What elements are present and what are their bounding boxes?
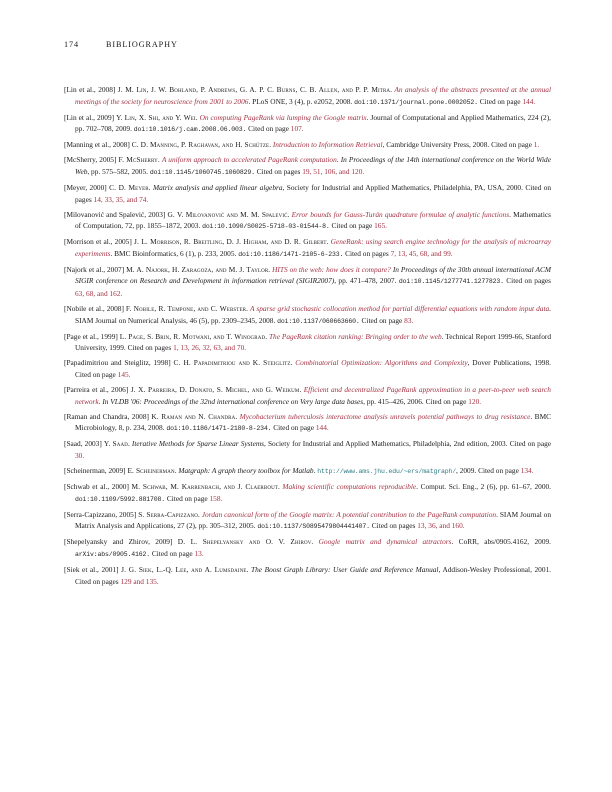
entry-authors: Y. Saad	[103, 439, 128, 449]
entry-cited-label: Cited on page	[479, 96, 521, 106]
entry-key: [Najork et al., 2007]	[64, 264, 125, 274]
entry-venue-italic: In Proceedings of the 14th international conference on the World Wide Web	[75, 155, 551, 176]
entry-title-link[interactable]: Introduction to Information Retrieval	[272, 140, 383, 150]
entry-cited-pages[interactable]: 165.	[374, 221, 387, 231]
entry-doi-link[interactable]: doi:10.1371/journal.pone.0002052.	[354, 98, 478, 106]
entry-cited-pages[interactable]: 30.	[75, 450, 85, 460]
bibliography-entry: [McSherry, 2005] F. McSherry. A uniform approach to accelerated PageRank computation. In Proceedings of the 14th international conference on the World Wide Web, pp. 575–582, 2005. doi:10.1145/1060745.1060829. Cited on pages 19, 51, 106, and 120.	[64, 155, 551, 176]
entry-title-link[interactable]: HITS on the web: how does it compare?	[272, 264, 391, 274]
entry-cited-pages[interactable]: 13, 36, and 160.	[417, 521, 465, 531]
entry-cited-label: Cited on page	[361, 315, 403, 325]
entry-authors: C. D. Meyer	[109, 183, 149, 193]
entry-venue: , Society for Industrial and Applied Mathematics, Philadelphia, PA, USA, 2000.	[282, 183, 523, 193]
entry-cited-label: Cited on pages	[75, 183, 552, 204]
entry-authors: C. H. Papadimitriou and K. Steiglitz	[173, 358, 291, 368]
entry-venue: , Addison-Wesley Professional, 2001.	[438, 564, 552, 574]
entry-cited-label: Cited on pages	[256, 166, 301, 176]
entry-title-link[interactable]: Making scientific computations reproducible	[282, 482, 417, 492]
entry-cited-label: Cited on page	[491, 140, 532, 150]
entry-cited-label: Cited on page	[331, 221, 373, 231]
entry-key: [Schwab et al., 2000]	[64, 482, 129, 492]
bibliography-entry: [Meyer, 2000] C. D. Meyer. Matrix analysis and applied linear algebra, Society for Industrial and Applied Mathematics, Philadelphia, PA, USA, 2000. Cited on pages 14, 33, 35, and 74.	[64, 183, 552, 204]
entry-key: [Lin et al., 2009]	[64, 112, 115, 122]
entry-venue: , Society for Industrial and Applied Mathematics, Philadelphia, 2nd edition, 2003.	[264, 439, 508, 449]
entry-cited-label: Cited on page	[509, 439, 552, 449]
entry-key: [Page et al., 1999]	[64, 331, 118, 341]
entry-authors: Y. Lin, X. Shi, and Y. Wei	[116, 112, 196, 122]
bibliography-entry: [Papadimitriou and Steiglitz, 1998] C. H. Papadimitriou and K. Steiglitz. Combinatorial Optimization: Algorithms and Complexity, Dover Publications, 1998. Cited on page 145.	[64, 358, 551, 379]
entry-key: [Morrison et al., 2005]	[64, 237, 132, 247]
entry-cited-label: Cited on page	[478, 465, 519, 475]
entry-doi-link[interactable]: arXiv:abs/0905.4162.	[75, 550, 151, 558]
entry-authors: M. Schwab, M. Karrenbach, and J. Claerbout	[131, 482, 278, 492]
entry-doi-link[interactable]: doi:10.1145/1060745.1060829.	[149, 168, 255, 176]
entry-venue-italic: In Proceedings of the 30th annual international ACM SIGIR conference on Research and Development in information retrieval (SIGIR2007)	[75, 264, 552, 286]
running-head	[64, 40, 550, 49]
entry-venue: , pp. 415–426, 2006.	[363, 396, 424, 406]
entry-authors: F. Nobile, R. Tempone, and C. Webster	[125, 304, 247, 314]
entry-cited-pages[interactable]: 134.	[520, 465, 534, 475]
entry-venue: PLoS ONE, 3 (4), p. e2052, 2008.	[252, 96, 353, 106]
bibliography-entry: [Najork et al., 2007] M. A. Najork, H. Zaragoza, and M. J. Taylor. HITS on the web: how does it compare? In Proceedings of the 30th annual international ACM SIGIR conference on Research and Development in information retrieval (SIGIR2007), pp. 471–478, 2007. doi:10.1145/1277741.1277823. Cited on pages 63, 68, and 162.	[64, 264, 552, 299]
entry-cited-label: Cited on pages	[127, 343, 172, 353]
entry-key: [McSherry, 2005]	[64, 155, 117, 165]
entry-cited-pages[interactable]: 13.	[194, 548, 204, 558]
entry-key: [Meyer, 2000]	[64, 183, 107, 193]
entry-cited-pages[interactable]: 144.	[315, 423, 329, 433]
entry-venue: , 2009.	[456, 465, 477, 475]
entry-venue-italic: In VLDB '06: Proceedings of the 32nd international conference on Very large data bases	[102, 396, 364, 406]
entry-cited-pages[interactable]: 19, 51, 106, and 120.	[302, 166, 365, 176]
entry-authors: J. L. Morrison, R. Breitling, D. J. Higham, and D. R. Gilbert	[134, 237, 327, 247]
entry-title-link[interactable]: A uniform approach to accelerated PageRank computation	[161, 155, 337, 165]
entry-title-link[interactable]: An analysis of the abstracts presented at the annual meetings of the society for neuroscience from 2001 to 2006	[75, 85, 552, 106]
entry-cited-label: Cited on pages	[345, 248, 389, 258]
entry-venue: SIAM Journal on Matrix Analysis and Applications, 27 (2), pp. 305–312, 2005.	[75, 509, 551, 531]
entry-doi-link[interactable]: doi:10.1137/S0895479804441407.	[257, 523, 370, 531]
entry-doi-link[interactable]: doi:10.1109/5992.881708.	[75, 495, 166, 503]
entry-doi-link[interactable]: doi:10.1016/j.cam.2008.06.003.	[133, 126, 247, 134]
entry-authors: J. G. Siek, L.-Q. Lee, and A. Lumsdaine	[121, 564, 247, 574]
entry-key: [Papadimitriou and Steiglitz, 1998]	[64, 358, 171, 368]
bibliography-entry: [Serra-Capizzano, 2005] S. Serra-Capizzano. Jordan canonical form of the Google matrix: A potential contribution to the PageRank computation. SIAM Journal on Matrix Analysis and Applications, 27 (2), pp. 305–312, 2005. doi:10.1137/S0895479804441407. Cited on pages 13, 36, and 160.	[64, 509, 551, 531]
page-folio-number: 174	[64, 40, 79, 49]
entry-key: [Shepelyansky and Zhirov, 2009]	[64, 537, 173, 547]
entry-authors: D. L. Shepelyansky and O. V. Zhirov	[177, 537, 312, 547]
entry-doi-link[interactable]: doi:10.1090/S0025-5718-03-01544-8.	[202, 223, 330, 231]
entry-title-link[interactable]: Efficient and decentralized PageRank approximation in a peer-to-peer web search network	[75, 385, 551, 406]
entry-venue: . Technical Report 1999-66, Stanford University, 1999.	[75, 331, 551, 353]
bibliography-entry: [Scheinerman, 2009] E. Scheinerman. Matgraph: A graph theory toolbox for Matlab. http://www.ams.jhu.edu/~ers/matgraph/, 2009. Cited on page 134.	[64, 465, 534, 475]
entry-cited-pages[interactable]: 7, 13, 45, 68, and 99.	[390, 248, 453, 258]
entry-key: [Manning et al., 2008]	[64, 140, 130, 150]
entry-cited-label: Cited on page	[151, 548, 193, 558]
entry-key: [Saad, 2003]	[64, 439, 102, 449]
entry-venue: , Cambridge University Press, 2008.	[382, 140, 490, 150]
entry-authors: K. Raman and N. Chandra	[151, 411, 236, 421]
entry-cited-pages[interactable]: 158.	[209, 493, 223, 503]
entry-authors: E. Scheinerman	[127, 465, 175, 475]
entry-title-link[interactable]: Jordan canonical form of the Google matrix: A potential contribution to the PageRank computation	[201, 509, 497, 519]
entry-venue: , pp. 471–478, 2007.	[334, 276, 397, 286]
entry-venue: SIAM Journal on Numerical Analysis, 46 (5), pp. 2309–2345, 2008.	[75, 315, 276, 325]
bibliography-entry: [Raman and Chandra, 2008] K. Raman and N. Chandra. Mycobacterium tuberculosis interactome analysis unravels potential pathways to drug resistance. BMC Microbiology, 8, p. 234, 2008. doi:10.1186/1471-2180-8-234. Cited on page 144.	[64, 411, 551, 433]
bibliography-entry: [Schwab et al., 2000] M. Schwab, M. Karrenbach, and J. Claerbout. Making scientific computations reproducible. Comput. Sci. Eng., 2 (6), pp. 61–67, 2000. doi:10.1109/5992.881708. Cited on page 158.	[64, 482, 552, 503]
entry-cited-label: Cited on page	[75, 369, 116, 379]
entry-cited-pages[interactable]: 107.	[290, 124, 304, 134]
entry-cited-pages[interactable]: 14, 33, 35, and 74.	[93, 194, 149, 204]
entry-authors: C. D. Manning, P. Raghavan, and H. Schütze	[131, 140, 270, 150]
entry-authors: J. M. Lin, J. W. Bohland, P. Andrews, G. A. P. C. Burns, C. B. Allen, and P. P. Mitra	[117, 85, 391, 94]
entry-venue: Comput. Sci. Eng., 2 (6), pp. 61–67, 2000.	[420, 482, 552, 492]
entry-title-link[interactable]: Google matrix and dynamical attractors	[318, 537, 452, 547]
entry-venue: BMC Bioinformatics, 6 (1), p. 233, 2005.	[114, 248, 237, 258]
bibliography-entry: [Morrison et al., 2005] J. L. Morrison, R. Breitling, D. J. Higham, and D. R. Gilbert. GeneRank: using search engine technology for the analysis of microarray experiments. BMC Bioinformatics, 6 (1), p. 233, 2005. doi:10.1186/1471-2105-6-233. Cited on pages 7, 13, 45, 68, and 99.	[64, 237, 552, 258]
entry-doi-link[interactable]: doi:10.1186/1471-2180-8-234.	[166, 425, 272, 433]
entry-cited-label: Cited on pages	[371, 521, 416, 531]
running-head-title: BIBLIOGRAPHY	[106, 40, 178, 49]
entry-cited-pages[interactable]: 63, 68, and 162.	[75, 289, 123, 299]
entry-cited-pages[interactable]: 83.	[404, 315, 414, 325]
entry-key: [Siek et al., 2001]	[64, 564, 119, 574]
entry-authors: M. A. Najork, H. Zaragoza, and M. J. Taylor	[126, 264, 269, 274]
entry-venue: Mathematics of Computation, 72, pp. 1855–1872, 2003.	[75, 209, 552, 231]
entry-cited-pages[interactable]: 129 and 135.	[120, 576, 159, 586]
entry-venue: Journal of Computational and Applied Mathematics, 224 (2), pp. 702–708, 2009.	[75, 112, 552, 134]
entry-key: [Lin et al., 2008]	[64, 85, 116, 94]
entry-venue: , Dover Publications, 1998.	[467, 358, 551, 368]
entry-authors: S. Serra-Capizzano	[138, 509, 198, 519]
entry-cited-pages[interactable]: 1.	[533, 140, 540, 150]
entry-authors: G. V. Milovanović and M. M. Spalević	[167, 209, 288, 219]
entry-key: [Milovanović and Spalević, 2003]	[64, 209, 166, 219]
bibliography-entry: [Manning et al., 2008] C. D. Manning, P. Raghavan, and H. Schütze. Introduction to Information Retrieval, Cambridge University Press, 2008. Cited on page 1.	[64, 140, 540, 150]
bibliography-entry: [Parreira et al., 2006] J. X. Parreira, D. Donato, S. Michel, and G. Weikum. Efficient and decentralized PageRank approximation in a peer-to-peer web search network. In VLDB '06: Proceedings of the 32nd international conference on Very large data bases, pp. 415–426, 2006. Cited on page 120.	[64, 385, 551, 406]
entry-cited-pages[interactable]: 120.	[468, 396, 482, 406]
entry-key: [Scheinerman, 2009]	[64, 465, 126, 475]
entry-cited-label: Cited on pages	[75, 576, 119, 586]
bibliography-entry-list	[64, 84, 551, 587]
entry-venue: , pp. 575–582, 2005.	[87, 166, 148, 176]
bibliography-entry: [Siek et al., 2001] J. G. Siek, L.-Q. Lee, and A. Lumsdaine. The Boost Graph Library: User Guide and Reference Manual, Addison-Wesley Professional, 2001. Cited on pages 129 and 135.	[64, 564, 552, 586]
entry-authors: F. McSherry	[118, 155, 158, 165]
bibliography-entry: [Saad, 2003] Y. Saad. Iterative Methods for Sparse Linear Systems, Society for Industrial and Applied Mathematics, Philadelphia, 2nd edition, 2003. Cited on page 30.	[64, 439, 552, 460]
entry-title-link[interactable]: Mycobacterium tuberculosis interactome analysis unravels potential pathways to drug resistance	[239, 411, 531, 421]
entry-authors: J. X. Parreira, D. Donato, S. Michel, and G. Weikum	[130, 385, 300, 395]
entry-cited-pages[interactable]: 1, 13, 26, 32, 63, and 70.	[173, 343, 247, 353]
entry-key: [Serra-Capizzano, 2005]	[64, 509, 137, 519]
entry-title-link[interactable]: Combinatorial Optimization: Algorithms and Complexity	[295, 358, 468, 368]
entry-title-link[interactable]: A sparse grid stochastic collocation method for partial differential equations with random input data	[249, 304, 550, 314]
entry-key: [Nobile et al., 2008]	[64, 304, 124, 314]
entry-cited-label: Cited on page	[273, 423, 314, 433]
entry-cited-pages[interactable]: 145.	[117, 369, 131, 379]
entry-venue: CoRR, abs/0905.4162, 2009.	[458, 537, 552, 547]
bibliography-entry: [Lin et al., 2009] Y. Lin, X. Shi, and Y. Wei. On computing PageRank via lumping the Google matrix. Journal of Computational and Applied Mathematics, 224 (2), pp. 702–708, 2009. doi:10.1016/j.cam.2008.06.003. Cited on page 107.	[64, 112, 552, 134]
entry-cited-label: Cited on page	[248, 124, 289, 134]
entry-title: Matgraph: A graph theory toolbox for Matlab	[178, 465, 314, 475]
entry-doi-link[interactable]: doi:10.1137/060663660.	[277, 317, 360, 325]
entry-key: [Parreira et al., 2006]	[64, 385, 129, 395]
entry-title: Matrix analysis and applied linear algebra	[152, 183, 283, 193]
bibliography-entry: [Shepelyansky and Zhirov, 2009] D. L. Shepelyansky and O. V. Zhirov. Google matrix and dynamical attractors. CoRR, abs/0905.4162, 2009. arXiv:abs/0905.4162. Cited on page 13.	[64, 537, 552, 558]
entry-authors: L. Page, S. Brin, R. Motwani, and T. Winograd	[119, 331, 266, 341]
entry-title-link[interactable]: GeneRank: using search engine technology for the analysis of microarray experiments	[75, 237, 552, 258]
entry-cited-label: Cited on page	[425, 396, 467, 406]
entry-doi-link[interactable]: doi:10.1186/1471-2105-6-233.	[238, 250, 344, 258]
entry-venue: BMC Microbiology, 8, p. 234, 2008.	[75, 411, 551, 433]
entry-url-link[interactable]: http://www.ams.jhu.edu/~ers/matgraph/	[317, 467, 457, 475]
entry-title-link[interactable]: On computing PageRank via lumping the Google matrix	[199, 112, 367, 122]
entry-cited-label: Cited on page	[166, 493, 208, 503]
entry-doi-link[interactable]: doi:10.1145/1277741.1277823.	[398, 278, 504, 286]
entry-cited-label: Cited on pages	[506, 276, 552, 286]
entry-title-link[interactable]: Error bounds for Gauss-Turán quadrature formulae of analytic functions	[291, 209, 510, 219]
entry-title: Iterative Methods for Sparse Linear Systems	[131, 439, 265, 449]
bibliography-entry: [Milovanović and Spalević, 2003] G. V. Milovanović and M. M. Spalević. Error bounds for Gauss-Turán quadrature formulae of analytic functions. Mathematics of Computation, 72, pp. 1855–1872, 2003. doi:10.1090/S0025-5718-03-01544-8. Cited on page 165.	[64, 209, 552, 231]
entry-key: [Raman and Chandra, 2008]	[64, 411, 149, 421]
bibliography-entry: [Nobile et al., 2008] F. Nobile, R. Tempone, and C. Webster. A sparse grid stochastic collocation method for partial differential equations with random input data. SIAM Journal on Numerical Analysis, 46 (5), pp. 2309–2345, 2008. doi:10.1137/060663660. Cited on page 83.	[64, 304, 551, 325]
entry-title: The Boost Graph Library: User Guide and Reference Manual	[251, 564, 439, 574]
entry-title-link[interactable]: The PageRank citation ranking: Bringing order to the web	[268, 331, 442, 341]
bibliography-entry: [Page et al., 1999] L. Page, S. Brin, R. Motwani, and T. Winograd. The PageRank citation ranking: Bringing order to the web. Technical Report 1999-66, Stanford University, 1999. Cited on pages 1, 13, 26, 32, 63, and 70.	[64, 331, 551, 353]
entry-cited-pages[interactable]: 144.	[522, 96, 536, 106]
bibliography-entry: [Lin et al., 2008] J. M. Lin, J. W. Bohland, P. Andrews, G. A. P. C. Burns, C. B. Allen, and P. P. Mitra. An analysis of the abstracts presented at the annual meetings of the society for neuroscience from 2001 to 2006. PLoS ONE, 3 (4), p. e2052, 2008. doi:10.1371/journal.pone.0002052. Cited on page 144.	[64, 85, 552, 106]
